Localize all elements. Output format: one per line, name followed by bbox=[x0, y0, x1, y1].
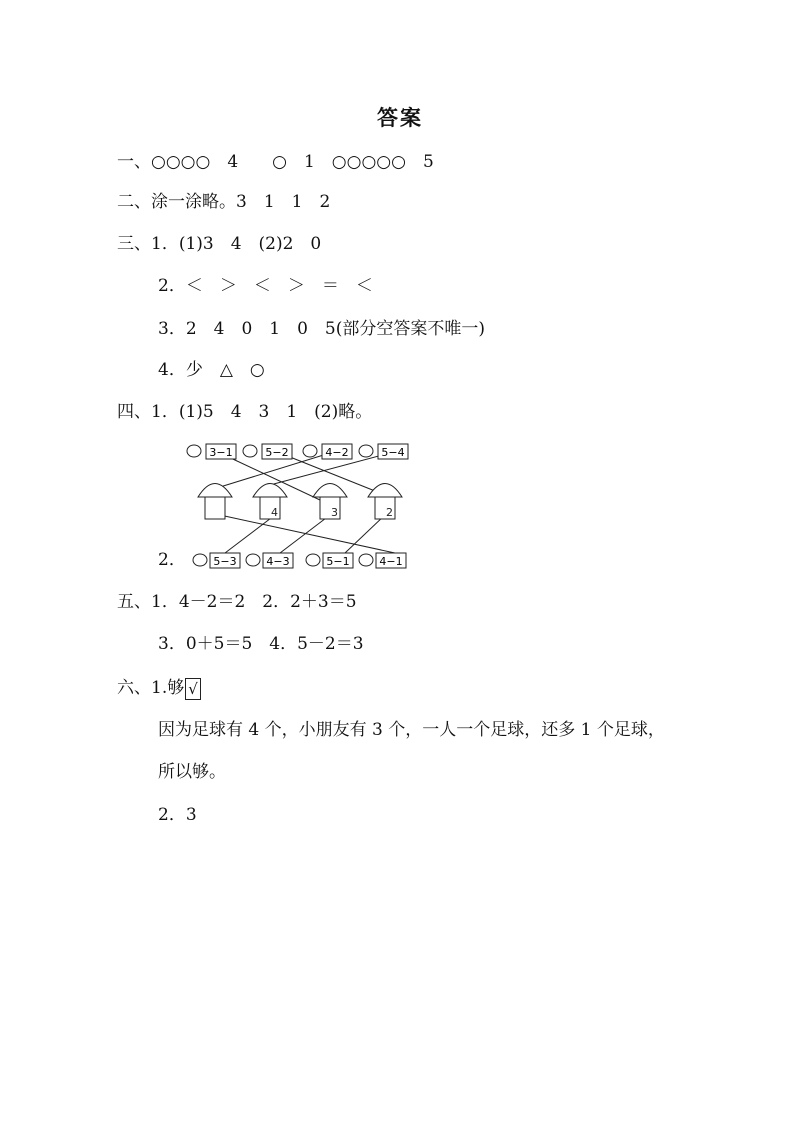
mushroom-house-icon bbox=[198, 484, 232, 520]
bird-card-1 bbox=[187, 444, 236, 459]
checkmark-box: √ bbox=[185, 678, 201, 700]
answer-section-2: 二、涂一涂略。3 1 1 2 bbox=[117, 192, 331, 212]
svg-text:4: 4 bbox=[271, 506, 278, 519]
card-label: 5−4 bbox=[381, 446, 405, 459]
connection-lines bbox=[220, 453, 395, 553]
bird-card-3 bbox=[303, 444, 352, 459]
bird-card-8 bbox=[359, 553, 406, 568]
bird-card-4 bbox=[359, 444, 408, 459]
bird-icon bbox=[359, 554, 373, 566]
card-label: 4−3 bbox=[266, 555, 290, 568]
answer-section-3-item-3: 3．2 4 0 1 0 5(部分空答案不唯一) bbox=[158, 319, 485, 339]
svg-text:2: 2 bbox=[386, 506, 393, 519]
bottom-row bbox=[193, 553, 406, 568]
answer-section-6-reason: 因为足球有 4 个，小朋友有 3 个，一人一个足球，还多 1 个足球， bbox=[158, 720, 665, 740]
answer-section-4-item-1: 四、1．(1)5 4 3 1 (2)略。 bbox=[117, 402, 373, 422]
bird-icon bbox=[193, 554, 207, 566]
mushroom-houses bbox=[198, 484, 402, 520]
answer-section-6-item-2: 2．3 bbox=[158, 805, 197, 825]
answer-section-6-item-1 bbox=[117, 676, 201, 700]
card-label: 4−2 bbox=[325, 446, 349, 459]
bird-card-7 bbox=[306, 553, 353, 568]
answer-section-1: 一、○○○○ 4 ○ 1 ○○○○○ 5 bbox=[117, 152, 434, 172]
bird-card-2 bbox=[243, 444, 292, 459]
bird-icon bbox=[246, 554, 260, 566]
bird-icon bbox=[303, 445, 317, 457]
bird-icon bbox=[359, 445, 373, 457]
bird-icon bbox=[187, 445, 201, 457]
answer-section-5-line-2: 3．0＋5＝5 4．5－2＝3 bbox=[158, 634, 364, 654]
answer-section-4-item-2-number: 2． bbox=[158, 550, 186, 570]
mushroom-house-icon bbox=[253, 484, 287, 520]
answer-section-5-line-1: 五、1．4－2＝2 2．2＋3＝5 bbox=[117, 592, 357, 612]
card-label: 5−2 bbox=[265, 446, 289, 459]
bird-icon bbox=[243, 445, 257, 457]
answer-6-1-text: 六、1.够 bbox=[117, 678, 185, 698]
card-label: 5−3 bbox=[213, 555, 237, 568]
matching-figure bbox=[180, 435, 420, 575]
card-label: 3−1 bbox=[209, 446, 233, 459]
svg-text:3: 3 bbox=[331, 506, 338, 519]
bird-card-6 bbox=[246, 553, 293, 568]
answer-section-6-reason-cont: 所以够。 bbox=[158, 762, 226, 782]
page-title: 答案 bbox=[377, 105, 423, 130]
mushroom-house-icon bbox=[368, 484, 402, 520]
mushroom-house-icon bbox=[313, 484, 347, 520]
card-label: 4−1 bbox=[379, 555, 403, 568]
answer-section-3-item-1: 三、1．(1)3 4 (2)2 0 bbox=[117, 234, 322, 254]
card-label: 5−1 bbox=[326, 555, 350, 568]
bird-card-5 bbox=[193, 553, 240, 568]
bird-icon bbox=[306, 554, 320, 566]
answer-section-3-item-4: 4．少 △ ○ bbox=[158, 360, 265, 380]
answer-section-3-item-2: 2．＜ ＞ ＜ ＞ ＝ ＜ bbox=[158, 276, 373, 296]
